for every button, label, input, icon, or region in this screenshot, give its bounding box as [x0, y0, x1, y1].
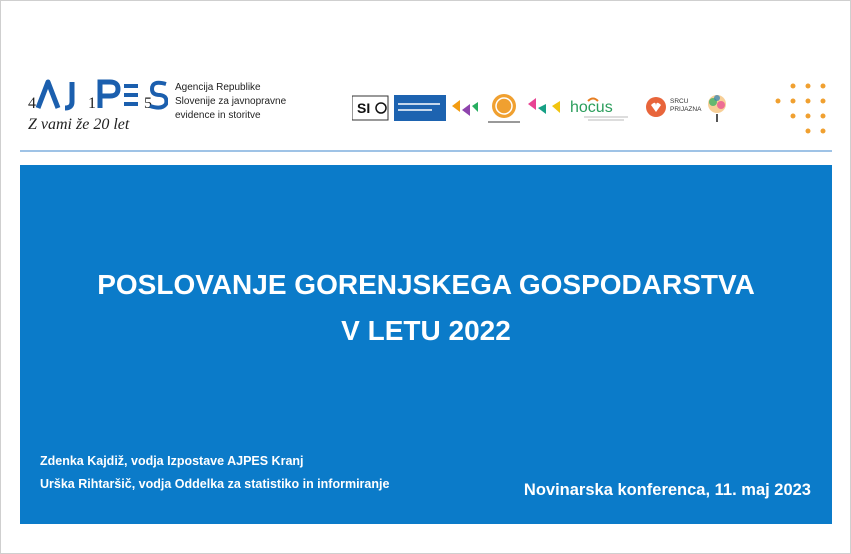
srcu-prijazna-logo — [646, 97, 702, 117]
agency-name — [175, 81, 286, 123]
agency-line: Agencija Republike — [175, 82, 261, 93]
svg-text:PRIJAZNA: PRIJAZNA — [670, 106, 702, 113]
event-info: Novinarska konferenca, 11. maj 2023 — [523, 481, 811, 499]
partner-logos — [352, 92, 742, 126]
logo-digit-1: 1 — [88, 95, 96, 112]
logo-digit-4: 4 — [28, 95, 36, 112]
logo-digit-5: 5 — [144, 95, 152, 112]
ajpes-logo — [28, 78, 168, 138]
svg-text:SI: SI — [357, 100, 371, 116]
tree-logo — [708, 95, 726, 122]
agency-line: evidence in storitve — [175, 110, 261, 121]
title-line: V LETU 2022 — [341, 315, 511, 346]
header-divider — [20, 150, 832, 152]
author-line: Zdenka Kajdiž, vodja Izpostave AJPES Kranj — [40, 454, 304, 468]
page-title — [20, 262, 832, 354]
decorative-dots — [775, 82, 835, 142]
svg-text:SRCU: SRCU — [670, 98, 689, 105]
author-line: Urška Rihtaršič, vodja Oddelka za statistiko in informiranje — [40, 477, 390, 491]
ajpes-logo-mark — [28, 78, 168, 112]
orange-circle-logo — [488, 94, 520, 123]
blue-card-logo — [394, 95, 446, 121]
si-logo — [352, 96, 388, 120]
title-line: POSLOVANJE GORENJSKEGA GOSPODARSTVA — [97, 269, 755, 300]
title-banner — [20, 165, 832, 524]
authors — [40, 450, 389, 496]
ajpes-tagline: Z vami že 20 let — [28, 116, 130, 133]
hocus-logo — [570, 99, 628, 121]
agency-line: Slovenije za javnopravne — [175, 96, 287, 107]
svg-text:hocus: hocus — [570, 99, 613, 116]
